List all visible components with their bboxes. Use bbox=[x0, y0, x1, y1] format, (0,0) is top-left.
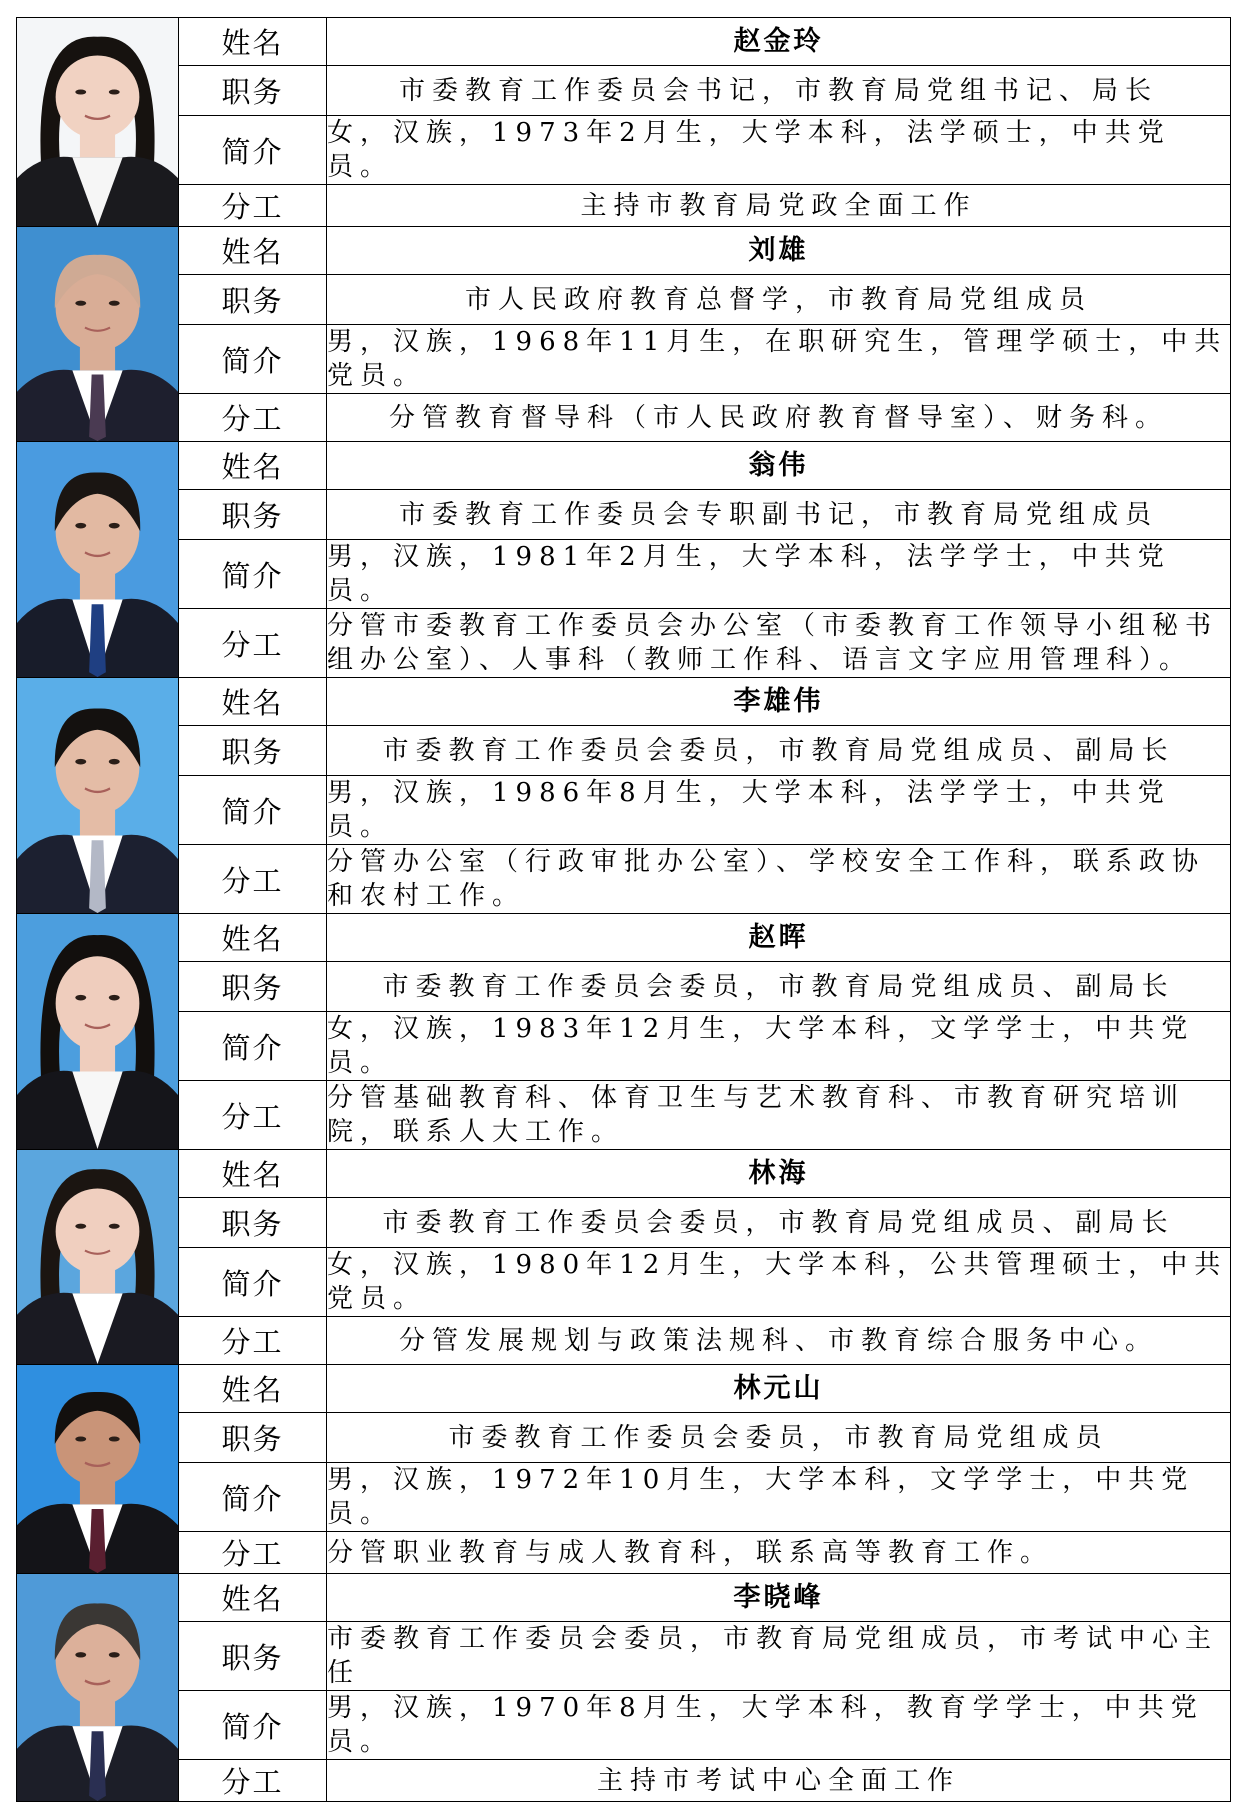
field-label-duty: 分工 bbox=[179, 1760, 327, 1802]
field-label-duty: 分工 bbox=[179, 609, 327, 678]
leader-row-profile bbox=[17, 776, 1231, 845]
leader-row-duty bbox=[17, 1532, 1231, 1574]
leader-name-value: 刘雄 bbox=[327, 227, 1231, 275]
leader-row-name bbox=[17, 1150, 1231, 1198]
leader-profile-value: 女，汉族，1980年12月生，大学本科，公共管理硕士，中共党员。 bbox=[327, 1248, 1231, 1317]
field-label-position: 职务 bbox=[179, 275, 327, 325]
leader-row-name bbox=[17, 914, 1231, 962]
leader-row-duty bbox=[17, 609, 1231, 678]
field-label-profile: 简介 bbox=[179, 325, 327, 394]
field-label-position: 职务 bbox=[179, 1198, 327, 1248]
leader-profile-value: 男，汉族，1970年8月生，大学本科，教育学学士，中共党员。 bbox=[327, 1691, 1231, 1760]
leader-row-position bbox=[17, 490, 1231, 540]
field-label-position: 职务 bbox=[179, 66, 327, 116]
field-label-name: 姓名 bbox=[179, 1574, 327, 1622]
field-label-duty: 分工 bbox=[179, 1081, 327, 1150]
leader-position-value: 市委教育工作委员会委员，市教育局党组成员、副局长 bbox=[327, 962, 1231, 1012]
leader-position-value: 市委教育工作委员会委员，市教育局党组成员 bbox=[327, 1413, 1231, 1463]
leader-position-value: 市委教育工作委员会专职副书记，市教育局党组成员 bbox=[327, 490, 1231, 540]
leader-portrait bbox=[17, 1574, 179, 1802]
leader-name-value: 赵金玲 bbox=[327, 18, 1231, 66]
leader-roster bbox=[16, 17, 1230, 1799]
leader-row-position bbox=[17, 1198, 1231, 1248]
leader-row-duty bbox=[17, 1760, 1231, 1802]
leader-row-position bbox=[17, 962, 1231, 1012]
leader-position-value: 市委教育工作委员会委员，市教育局党组成员、副局长 bbox=[327, 726, 1231, 776]
field-label-position: 职务 bbox=[179, 962, 327, 1012]
leader-name-value: 林海 bbox=[327, 1150, 1231, 1198]
leader-duty-value: 主持市考试中心全面工作 bbox=[327, 1760, 1231, 1802]
field-label-position: 职务 bbox=[179, 1413, 327, 1463]
leader-table bbox=[16, 17, 1231, 1802]
leader-portrait bbox=[17, 678, 179, 914]
leader-row-position bbox=[17, 1622, 1231, 1691]
leader-profile-value: 女，汉族，1973年2月生，大学本科，法学硕士，中共党员。 bbox=[327, 116, 1231, 185]
leader-row-position bbox=[17, 1413, 1231, 1463]
leader-row-name bbox=[17, 227, 1231, 275]
leader-row-name bbox=[17, 1574, 1231, 1622]
leader-row-profile bbox=[17, 540, 1231, 609]
field-label-name: 姓名 bbox=[179, 914, 327, 962]
leader-duty-value: 分管职业教育与成人教育科，联系高等教育工作。 bbox=[327, 1532, 1231, 1574]
leader-name-value: 翁伟 bbox=[327, 442, 1231, 490]
leader-portrait bbox=[17, 442, 179, 678]
leader-row-profile bbox=[17, 1691, 1231, 1760]
field-label-duty: 分工 bbox=[179, 394, 327, 442]
leader-row-profile bbox=[17, 325, 1231, 394]
leader-row-duty bbox=[17, 845, 1231, 914]
leader-name-value: 李雄伟 bbox=[327, 678, 1231, 726]
leader-portrait bbox=[17, 1365, 179, 1574]
leader-duty-value: 分管基础教育科、体育卫生与艺术教育科、市教育研究培训院，联系人大工作。 bbox=[327, 1081, 1231, 1150]
field-label-profile: 简介 bbox=[179, 1248, 327, 1317]
field-label-duty: 分工 bbox=[179, 185, 327, 227]
leader-row-duty bbox=[17, 1081, 1231, 1150]
leader-duty-value: 主持市教育局党政全面工作 bbox=[327, 185, 1231, 227]
field-label-position: 职务 bbox=[179, 490, 327, 540]
field-label-profile: 简介 bbox=[179, 1691, 327, 1760]
field-label-duty: 分工 bbox=[179, 845, 327, 914]
field-label-name: 姓名 bbox=[179, 442, 327, 490]
leader-duty-value: 分管办公室（行政审批办公室）、学校安全工作科，联系政协和农村工作。 bbox=[327, 845, 1231, 914]
leader-profile-value: 男，汉族，1986年8月生，大学本科，法学学士，中共党员。 bbox=[327, 776, 1231, 845]
leader-row-position bbox=[17, 66, 1231, 116]
field-label-profile: 简介 bbox=[179, 540, 327, 609]
field-label-name: 姓名 bbox=[179, 1150, 327, 1198]
field-label-name: 姓名 bbox=[179, 18, 327, 66]
leader-portrait bbox=[17, 227, 179, 442]
leader-profile-value: 男，汉族，1981年2月生，大学本科，法学学士，中共党员。 bbox=[327, 540, 1231, 609]
leader-position-value: 市委教育工作委员会委员，市教育局党组成员，市考试中心主任 bbox=[327, 1622, 1231, 1691]
leader-portrait bbox=[17, 18, 179, 227]
leader-row-profile bbox=[17, 1248, 1231, 1317]
leader-row-duty bbox=[17, 394, 1231, 442]
leader-row-profile bbox=[17, 116, 1231, 185]
leader-portrait bbox=[17, 1150, 179, 1365]
leader-position-value: 市委教育工作委员会书记，市教育局党组书记、局长 bbox=[327, 66, 1231, 116]
leader-position-value: 市人民政府教育总督学，市教育局党组成员 bbox=[327, 275, 1231, 325]
field-label-name: 姓名 bbox=[179, 678, 327, 726]
leader-row-position bbox=[17, 275, 1231, 325]
leader-row-profile bbox=[17, 1012, 1231, 1081]
leader-row-duty bbox=[17, 185, 1231, 227]
field-label-profile: 简介 bbox=[179, 776, 327, 845]
leader-portrait bbox=[17, 914, 179, 1150]
field-label-profile: 简介 bbox=[179, 1463, 327, 1532]
leader-row-duty bbox=[17, 1317, 1231, 1365]
leader-row-name bbox=[17, 442, 1231, 490]
field-label-position: 职务 bbox=[179, 1622, 327, 1691]
leader-profile-value: 女，汉族，1983年12月生，大学本科，文学学士，中共党员。 bbox=[327, 1012, 1231, 1081]
leader-row-name bbox=[17, 678, 1231, 726]
leader-name-value: 李晓峰 bbox=[327, 1574, 1231, 1622]
leader-row-profile bbox=[17, 1463, 1231, 1532]
leader-row-name bbox=[17, 18, 1231, 66]
leader-duty-value: 分管教育督导科（市人民政府教育督导室）、财务科。 bbox=[327, 394, 1231, 442]
leader-row-name bbox=[17, 1365, 1231, 1413]
field-label-duty: 分工 bbox=[179, 1532, 327, 1574]
leader-name-value: 林元山 bbox=[327, 1365, 1231, 1413]
field-label-position: 职务 bbox=[179, 726, 327, 776]
field-label-name: 姓名 bbox=[179, 227, 327, 275]
leader-profile-value: 男，汉族，1968年11月生，在职研究生，管理学硕士，中共党员。 bbox=[327, 325, 1231, 394]
field-label-name: 姓名 bbox=[179, 1365, 327, 1413]
field-label-profile: 简介 bbox=[179, 116, 327, 185]
field-label-profile: 简介 bbox=[179, 1012, 327, 1081]
leader-row-position bbox=[17, 726, 1231, 776]
leader-duty-value: 分管市委教育工作委员会办公室（市委教育工作领导小组秘书组办公室）、人事科（教师工作科、语言文字应用管理科）。 bbox=[327, 609, 1231, 678]
field-label-duty: 分工 bbox=[179, 1317, 327, 1365]
leader-profile-value: 男，汉族，1972年10月生，大学本科，文学学士，中共党员。 bbox=[327, 1463, 1231, 1532]
leader-duty-value: 分管发展规划与政策法规科、市教育综合服务中心。 bbox=[327, 1317, 1231, 1365]
leader-position-value: 市委教育工作委员会委员，市教育局党组成员、副局长 bbox=[327, 1198, 1231, 1248]
leader-name-value: 赵晖 bbox=[327, 914, 1231, 962]
